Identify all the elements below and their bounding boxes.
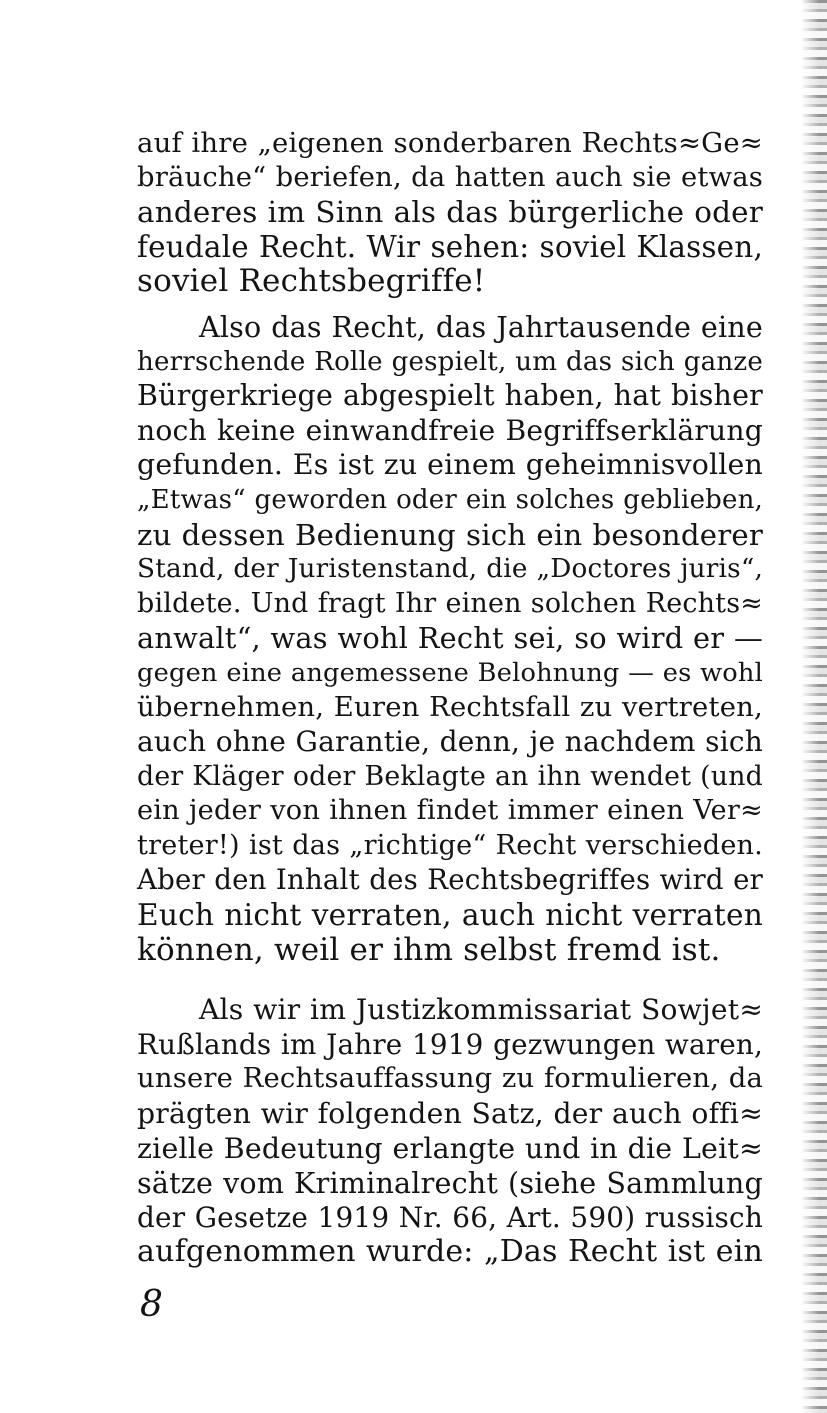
text-line: sätze vom Kriminalrecht (siehe Sammlung <box>137 1166 763 1201</box>
text-line: prägten wir folgenden Satz, der auch offi≈ <box>137 1097 763 1131</box>
text-line: treter!) ist das „richtige“ Recht verschieden. <box>137 829 763 861</box>
paragraph-1 <box>137 126 763 299</box>
text-line: „Etwas“ geworden oder ein solches geblieben, <box>137 484 763 515</box>
text-line: Rußlands im Jahre 1919 gezwungen waren, <box>137 1027 763 1061</box>
text-line: noch keine einwandfreie Begriffserklärung <box>137 413 763 447</box>
text-line: Als wir im Justizkommissariat Sowjet≈ <box>199 993 763 1027</box>
text-line: anderes im Sinn als das bürgerliche oder <box>137 195 763 230</box>
text-line: herrschende Rolle gespielt, um das sich ganze <box>137 346 763 377</box>
text-line: anwalt“, was wohl Recht sei, so wird er — <box>137 621 763 656</box>
text-line: Stand, der Juristenstand, die „Doctores juris“, <box>137 554 763 585</box>
text-line: Also das Recht, das Jahrtausende eine <box>199 309 763 344</box>
paragraph-2 <box>137 310 763 967</box>
text-line: können, weil er ihm selbst fremd ist. <box>137 931 721 968</box>
text-line: bildete. Und fragt Ihr einen solchen Rechts≈ <box>137 587 763 619</box>
text-line: der Gesetze 1919 Nr. 66, Art. 590) russisch <box>137 1200 763 1234</box>
text-line: ein jeder von ihnen findet immer einen Ver≈ <box>137 795 763 827</box>
text-line: der Kläger oder Beklagte an ihn wendet (und <box>137 760 763 792</box>
text-line: Bürgerkriege abgespielt haben, hat bisher <box>137 379 763 413</box>
text-line: zielle Bedeutung erlangte und in die Leit≈ <box>137 1131 763 1165</box>
text-line: aufgenommen wurde: „Das Recht ist ein <box>137 1234 763 1270</box>
text-line: zu dessen Bedienung sich ein besonderer <box>137 517 763 552</box>
text-line: Aber den Inhalt des Rechtsbegriffes wird er <box>137 863 763 897</box>
page-number: 8 <box>140 1284 163 1325</box>
text-line: übernehmen, Euren Rechtsfall zu vertreten, <box>137 691 763 723</box>
text-line: Euch nicht verraten, auch nicht verraten <box>137 897 763 933</box>
text-line: unsere Rechtsauffassung zu formulieren, da <box>137 1063 763 1095</box>
scan-edge-shadow <box>801 0 827 1413</box>
text-line: auch ohne Garantie, denn, je nachdem sich <box>137 725 763 759</box>
text-line: feudale Recht. Wir sehen: soviel Klassen, <box>137 229 763 264</box>
text-line: gefunden. Es ist zu einem geheimnisvollen <box>137 448 763 482</box>
text-line: gegen eine angemessene Belohnung — es wohl <box>137 657 763 688</box>
text-line: auf ihre „eigenen sonderbaren Rechts≈Ge≈ <box>137 127 763 159</box>
text-line: soviel Rechtsbegriffe! <box>137 263 486 300</box>
text-line: bräuche“ beriefen, da hatten auch sie etwas <box>137 161 763 193</box>
paragraph-3 <box>137 993 763 1270</box>
body-text <box>137 126 763 1270</box>
